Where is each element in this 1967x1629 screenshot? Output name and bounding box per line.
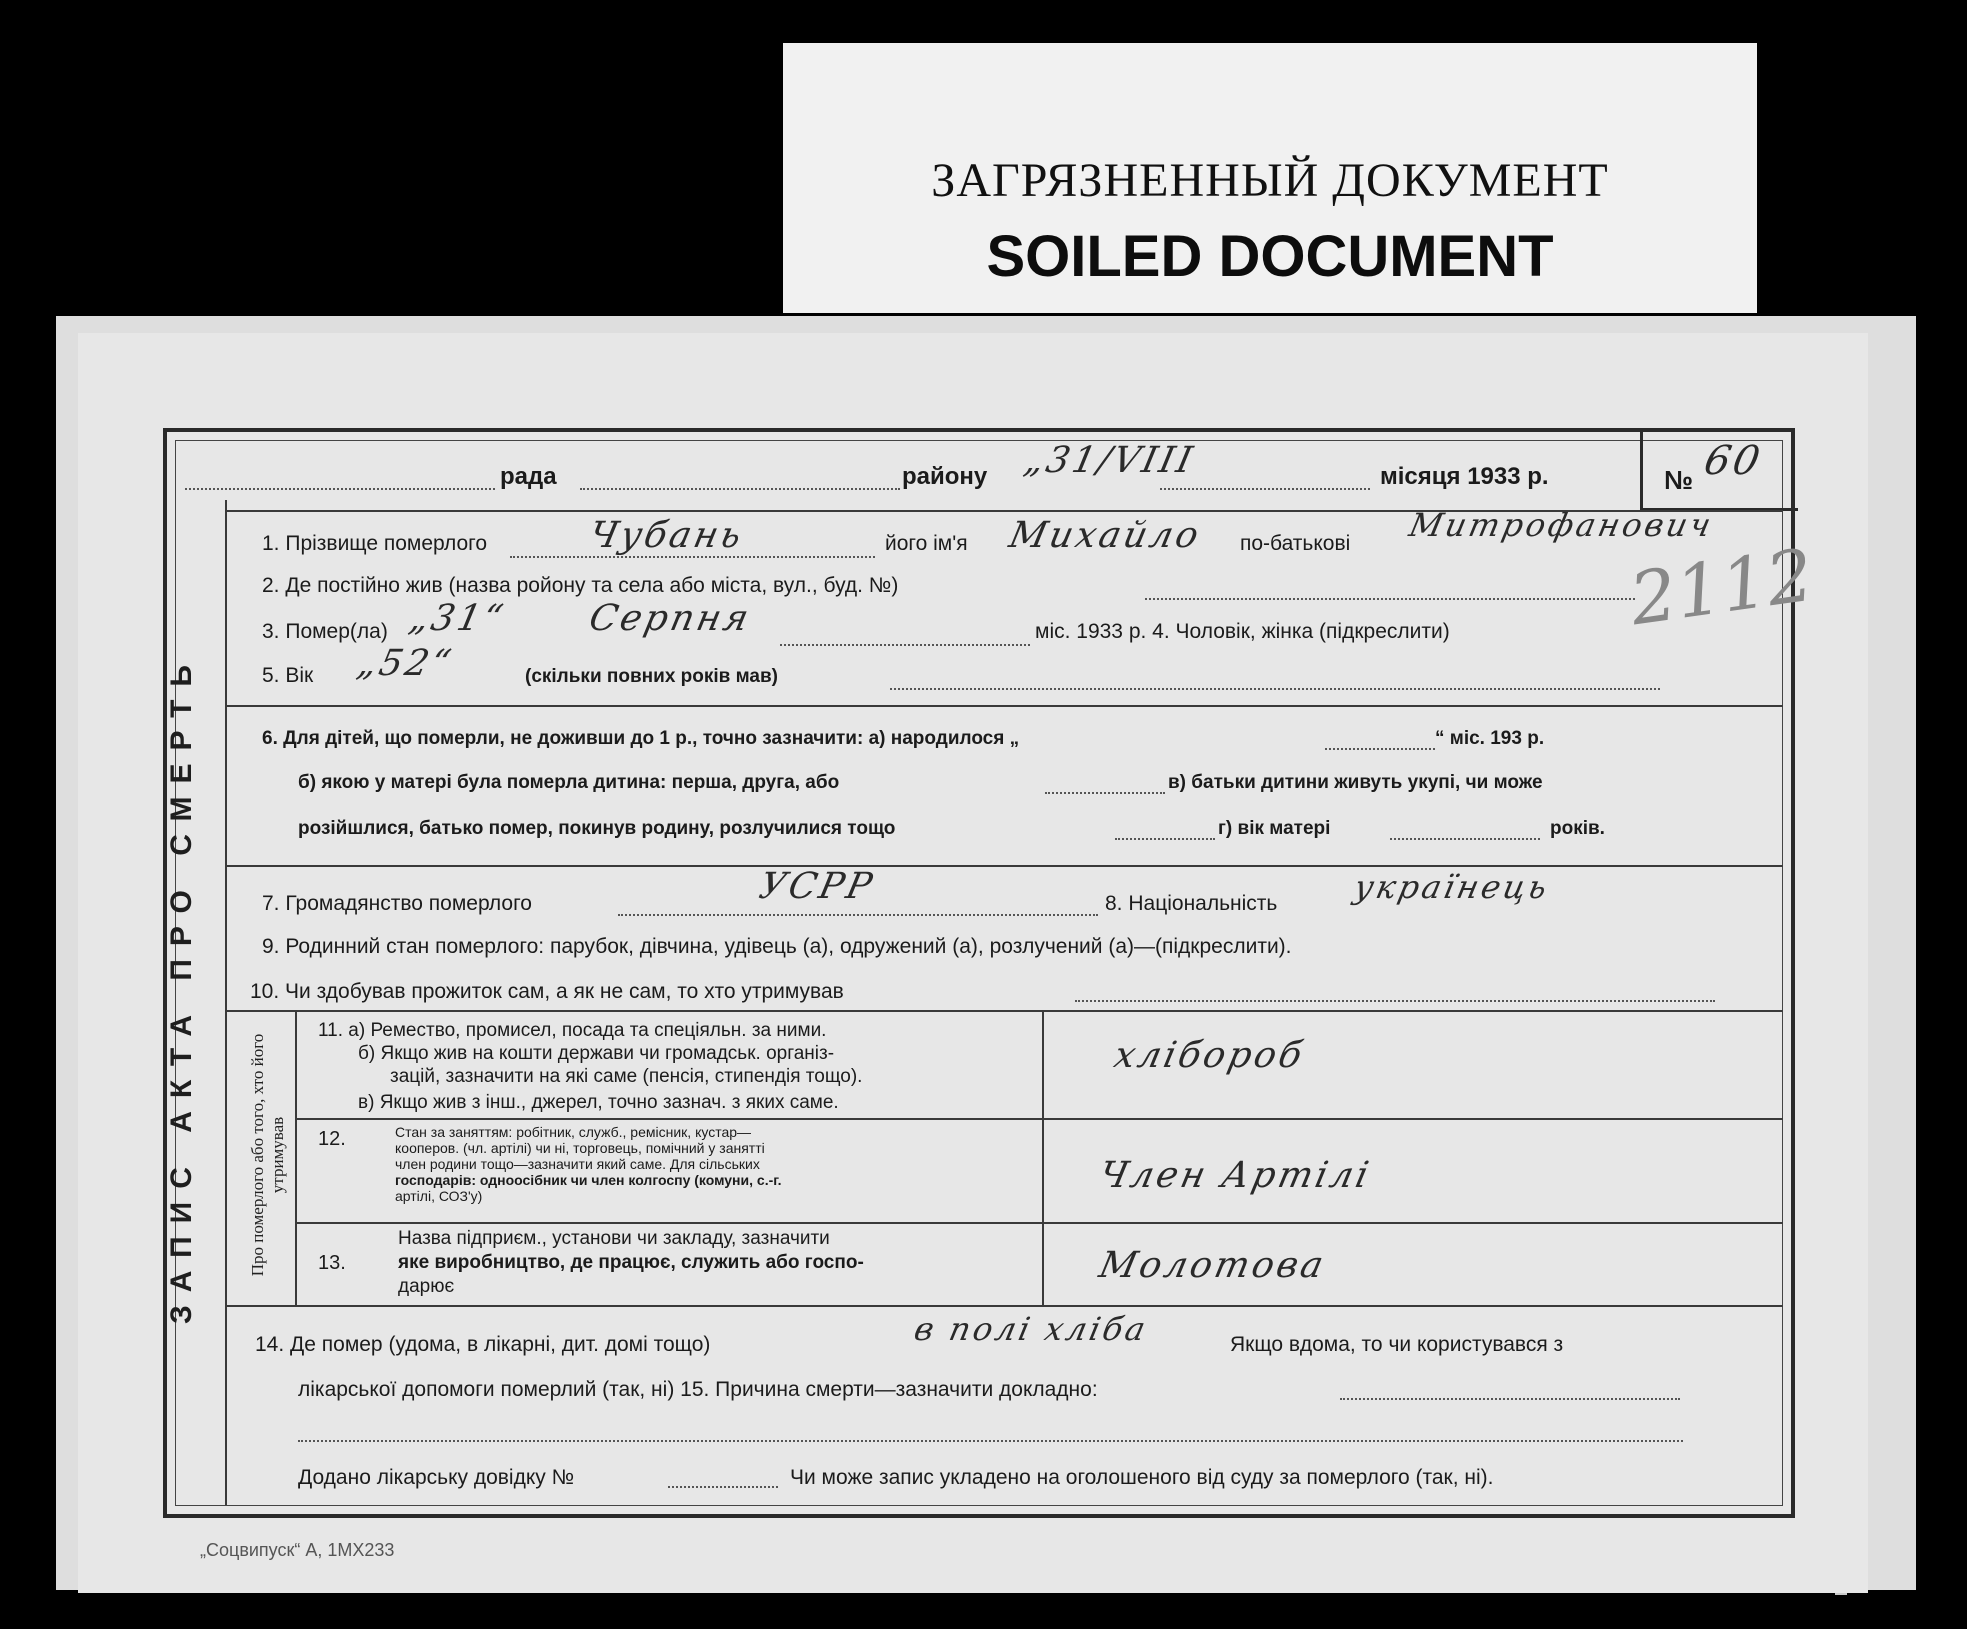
citizenship-label: 7. Громадянство померлого [262, 892, 532, 915]
cause-of-death-fill-2 [298, 1440, 1683, 1442]
row-12-13-divider [295, 1222, 1783, 1224]
surname-label: 1. Прізвище померлого [262, 532, 488, 555]
death-place-handwritten: в полі хліба [910, 1310, 1152, 1348]
soiled-document-label [783, 43, 1757, 313]
left-column-divider [225, 500, 227, 1505]
label-russian: ЗАГРЯЗНЕННЫЙ ДОКУМЕНТ [931, 154, 1609, 207]
occupation-b2: зацій, зазначити на які саме (пенсія, стипендія тощо). [390, 1066, 863, 1087]
vertical-title: ЗАПИС АКТА ПРО СМЕРТЬ [165, 652, 198, 1324]
row-12-number: 12. [318, 1128, 346, 1150]
cause-of-death-fill-1 [1340, 1398, 1680, 1400]
medical-certificate-label: Додано лікарську довідку № [298, 1466, 575, 1489]
section-divider-2 [225, 865, 1783, 867]
home-care-label: Якщо вдома, то чи користувався з [1230, 1333, 1564, 1356]
citizenship-handwritten: УСРР [755, 866, 879, 907]
surname-handwritten: Чубань [585, 515, 748, 556]
occupation-handwritten: хлібороб [1110, 1035, 1309, 1076]
printer-imprint: „Соцвипуск“ А, 1МХ233 [200, 1540, 395, 1560]
vertical-subtitle: Про померлого або того, хто його утримував [248, 1033, 287, 1277]
rayon-label: району [902, 463, 988, 490]
rows-11-13-answer-divider [1042, 1010, 1044, 1305]
death-place-label: 14. Де помер (удома, в лікарні, дит. домі тощо) [255, 1333, 711, 1356]
death-month-handwritten: Серпня [585, 598, 755, 639]
month-year-label: місяця 1933 р. [1380, 463, 1549, 490]
death-year-label: міс. 1933 р. 4. Чоловік, жінка (підкреслити) [1035, 620, 1450, 643]
cause-of-death-label: лікарської допомоги померлий (так, ні) 15. Причина смерти—зазначити докладно: [298, 1378, 1098, 1401]
nationality-handwritten: українець [1350, 868, 1554, 906]
patronymic-label: по-батькові [1240, 532, 1351, 555]
archive-stamp-number: 2112 [1625, 532, 1819, 642]
row-13-number: 13. [318, 1252, 346, 1274]
section-divider-3 [225, 1010, 1783, 1012]
death-day-handwritten: „31“ [405, 598, 510, 639]
infant-line3: розійшлися, батько помер, покинув родину, розлучилися тощо [298, 818, 896, 839]
infant-parents-fill [1115, 838, 1215, 840]
employment-text-2: кооперов. (чл. артілі) чи ні, торговець, помічний у занятті [395, 1140, 765, 1156]
infant-line2: б) якою у матері була померла дитина: перша, друга, або [298, 772, 840, 793]
residence-fill [1145, 598, 1635, 600]
infant-line1-end: “ міс. 193 р. [1435, 728, 1545, 749]
age-handwritten: „52“ [353, 643, 458, 684]
rows-11-13-left-divider [295, 1010, 297, 1305]
infant-line3-mid: г) вік матері [1218, 818, 1331, 839]
nationality-label: 8. Національність [1105, 892, 1278, 915]
death-date-label: 3. Помер(ла) [262, 620, 388, 643]
rada-label: рада [500, 463, 557, 490]
workplace-text-2: яке виробництво, де працює, служить або госпо- [398, 1252, 864, 1273]
number-handwritten: 60 [1700, 438, 1767, 484]
citizenship-fill [618, 914, 1098, 916]
employment-text-3: член родини тощо—зазначити який саме. Для сільських [395, 1156, 760, 1172]
name-label: його ім'я [885, 532, 968, 555]
medical-certificate-fill [668, 1486, 778, 1488]
number-label: № [1664, 465, 1693, 495]
employment-text-1: Стан за заняттям: робітник, служб., ремісник, кустар— [395, 1124, 752, 1140]
infant-order-fill [1045, 792, 1165, 794]
occupation-a: 11. а) Ремество, промисел, посада та спеціяльн. за ними. [318, 1020, 827, 1041]
death-month-fill [780, 644, 1030, 646]
age-fill [890, 688, 1660, 690]
rayon-fill [580, 488, 900, 490]
marital-status-label: 9. Родинний стан померлого: парубок, дівчина, удівець (а), одружений (а), розлучений (а)—(підкреслити). [262, 935, 1292, 958]
occupation-c: в) Якщо жив з інш., джерел, точно зазнач. з яких саме. [358, 1092, 839, 1113]
infant-line1: 6. Для дітей, що померли, не доживши до 1 р., точно зазначити: а) народилося „ [262, 728, 1020, 749]
rada-fill [185, 488, 495, 490]
row-11-12-divider [295, 1118, 1783, 1120]
infant-line3-end: років. [1550, 818, 1605, 839]
workplace-text-3: дарює [398, 1276, 455, 1297]
mother-age-fill [1390, 838, 1540, 840]
label-english: SOILED DOCUMENT [986, 224, 1554, 289]
age-label: 5. Вік [262, 664, 314, 687]
support-fill [1075, 1000, 1715, 1002]
workplace-handwritten: Молотова [1095, 1245, 1330, 1286]
employment-handwritten: Член Артілі [1095, 1155, 1375, 1196]
occupation-b1: б) Якщо жив на кошти держави чи громадськ. організ- [358, 1043, 835, 1064]
surname-fill [510, 556, 875, 558]
date-handwritten: „31/VIII [1020, 440, 1199, 481]
patronymic-handwritten: Митрофанович [1405, 506, 1718, 544]
name-handwritten: Михайло [1005, 515, 1205, 556]
infant-line2-end: в) батьки дитини живуть укупі, чи може [1168, 772, 1543, 793]
employment-text-4: господарів: одноосібник чи член колгоспу (комуни, с.-г. [395, 1172, 782, 1188]
workplace-text-1: Назва підприєм., установи чи закладу, зазначити [398, 1228, 830, 1249]
date-fill [1160, 488, 1370, 490]
court-declared-label: Чи може запис укладено на оголошеного від суду за померлого (так, ні). [790, 1466, 1494, 1489]
section-divider-4 [225, 1305, 1783, 1307]
support-label: 10. Чи здобував прожиток сам, а як не сам, то хто утримував [250, 980, 844, 1003]
age-note: (скільки повних років мав) [525, 666, 779, 687]
infant-born-fill [1325, 748, 1435, 750]
residence-label: 2. Де постійно жив (назва ройону та села або міста, вул., буд. №) [262, 574, 899, 597]
employment-text-5: артілі, СОЗ'у) [395, 1188, 483, 1204]
section-divider-1 [225, 705, 1783, 707]
